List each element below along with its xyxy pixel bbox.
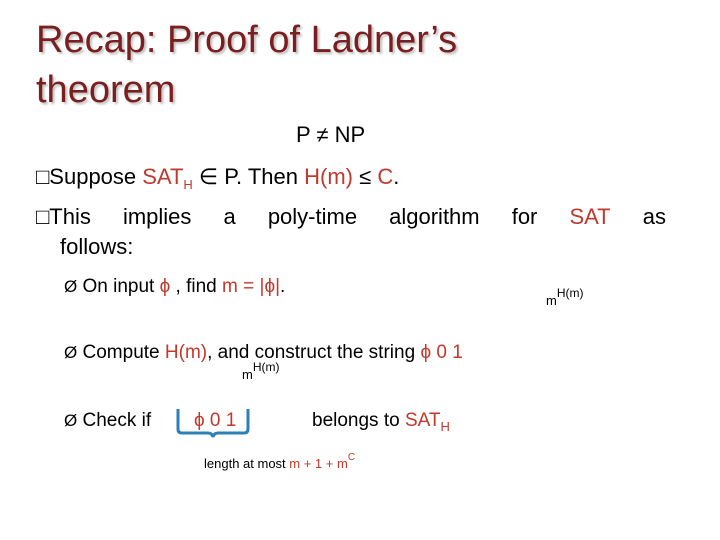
- arrow-bullet-icon: Ø: [64, 343, 78, 362]
- slide-title-line2: theorem: [36, 69, 176, 111]
- sat-h-label: $SAT_H$: [142, 164, 193, 192]
- bullet2-word: algorithm: [389, 204, 480, 229]
- bullet2-word: a: [223, 204, 236, 229]
- step-on-input: [64, 276, 285, 298]
- step-check: [64, 410, 151, 432]
- length-expr: $m + 1 + m^C$: [289, 452, 356, 471]
- step1-mid: , find: [170, 276, 223, 297]
- hm-label: H(m): [164, 342, 208, 363]
- bullet-implies: [36, 204, 666, 230]
- step1-prefix: On input: [82, 276, 160, 297]
- m-equation: m = |ϕ|: [222, 276, 281, 297]
- step3-prefix: Check if: [82, 410, 152, 431]
- bullet2-word: poly-time: [267, 204, 358, 229]
- bullet2-word: implies: [122, 204, 192, 229]
- assumption-text: P ≠ NP: [296, 122, 366, 147]
- bullet-suppose: [36, 164, 399, 192]
- step1-dot: .: [280, 276, 286, 297]
- bullet-box-icon: □: [36, 204, 50, 229]
- sat-label: SAT: [569, 204, 611, 229]
- bullet2-word: □This: [36, 204, 91, 229]
- hm-label: H(m): [304, 164, 353, 189]
- bullet1-mid: ∈ P. Then: [192, 164, 305, 189]
- arrow-bullet-icon: Ø: [64, 411, 78, 430]
- step2-prefix: Compute: [82, 342, 165, 363]
- step2-m-hm: $m^{H(m)}$: [242, 360, 280, 382]
- phi-symbol: ϕ: [159, 276, 171, 297]
- string-phi01: ϕ 0 1: [420, 342, 463, 363]
- bullet1-dot: .: [393, 164, 400, 189]
- bullet1-prefix: Suppose: [49, 164, 143, 189]
- le-symbol: ≤: [353, 164, 378, 189]
- arrow-bullet-icon: Ø: [64, 277, 78, 296]
- sat-h-label: $SAT_H$: [404, 410, 450, 434]
- step2-mid: , and construct the string: [207, 342, 421, 363]
- floating-m-hm: $m^{H(m)}$: [546, 286, 584, 308]
- bullet-box-icon: □: [36, 164, 50, 189]
- length-note: length at most $m + 1 + m^C$: [204, 452, 356, 471]
- string-phi01-check: ϕ 0 1: [194, 410, 237, 431]
- bullet2-word: for: [511, 204, 538, 229]
- c-label: C: [377, 164, 394, 189]
- bullet2-line2: follows:: [60, 234, 134, 259]
- step3-belongs: belongs to $SAT_H$: [312, 410, 450, 434]
- bullet2-word: as: [642, 204, 666, 229]
- slide-title-line1: Recap: Proof of Ladner’s: [36, 19, 458, 61]
